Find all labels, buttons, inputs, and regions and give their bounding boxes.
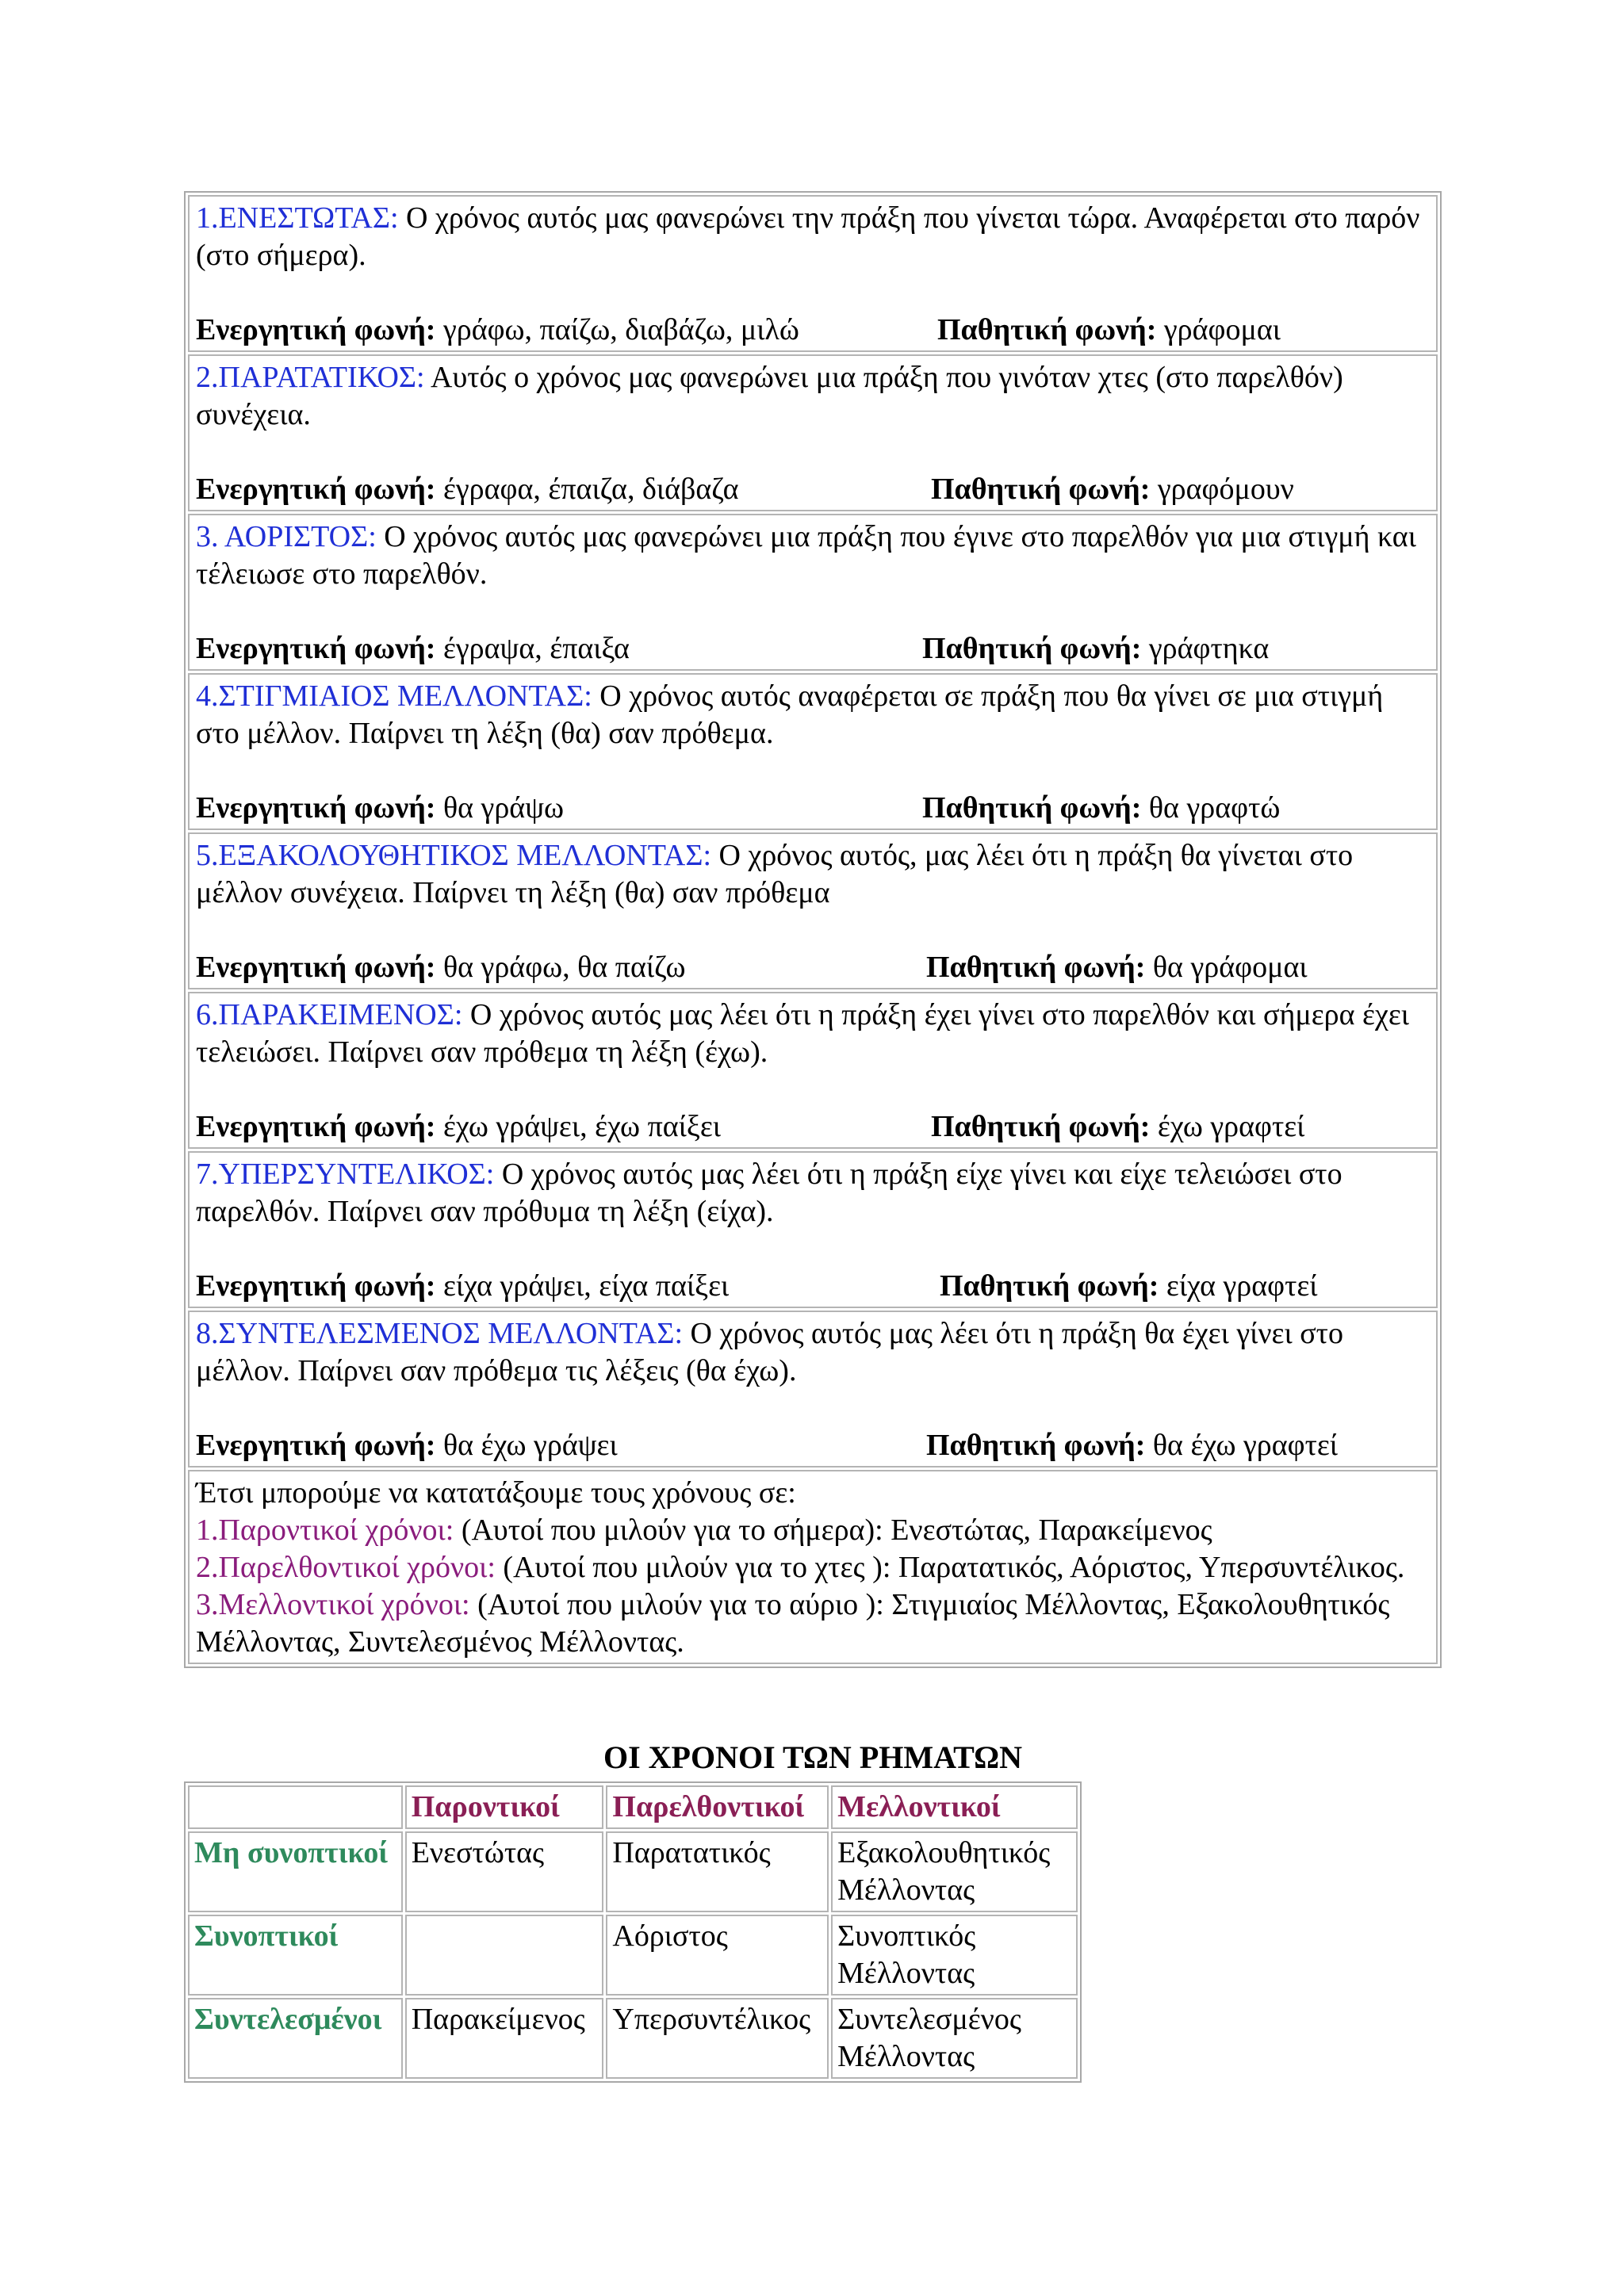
passive-voice-examples: θα γράφομαι xyxy=(1145,951,1308,984)
active-voice-label: Ενεργητική φωνή: xyxy=(196,313,436,346)
active-voice xyxy=(196,312,799,349)
table-cell: Υπερσυντέλικος xyxy=(606,1998,829,2079)
classification-label: 3.Μελλοντικοί χρόνοι: xyxy=(196,1588,470,1621)
active-voice xyxy=(196,949,685,986)
tense-definition xyxy=(196,519,1431,593)
passive-voice xyxy=(931,1108,1304,1146)
tense-name: 5.ΕΞΑΚΟΛΟΥΘΗΤΙΚΟΣ ΜΕΛΛΟΝΤΑΣ: xyxy=(196,839,712,872)
voice-row xyxy=(196,1108,1431,1146)
passive-voice-label: Παθητική φωνή: xyxy=(931,1110,1151,1143)
tense-description: Ο χρόνος αυτός αναφέρεται σε πράξη που θα γίνει σε μια στιγμή στο μέλλον. Παίρνει τη λέξη (θα) σαν πρόθεμα. xyxy=(196,679,1384,750)
active-voice xyxy=(196,1108,721,1146)
tense-description: Αυτός ο χρόνος μας φανερώνει μια πράξη που γινόταν χτες (στο παρελθόν) συνέχεια. xyxy=(196,361,1343,431)
tense-cell-exakolouthitikos-mellontas xyxy=(188,832,1438,989)
table-row xyxy=(188,354,1438,511)
passive-voice-label: Παθητική φωνή: xyxy=(937,313,1157,346)
tense-cell-stigmiaios-mellontas xyxy=(188,673,1438,830)
passive-voice-examples: θα έχω γραφτεί xyxy=(1145,1429,1339,1462)
passive-voice-examples: έχω γραφτεί xyxy=(1150,1110,1305,1143)
active-voice-examples: είχα γράψει, είχα παίξει xyxy=(435,1269,730,1303)
tense-description: Ο χρόνος αυτός, μας λέει ότι η πράξη θα γίνεται στο μέλλον συνέχεια. Παίρνει τη λέξη (θα) σαν πρόθεμα xyxy=(196,839,1354,909)
active-voice-examples: γράφω, παίζω, διαβάζω, μιλώ xyxy=(435,313,799,346)
tense-definition xyxy=(196,359,1431,434)
active-voice-examples: έχω γράψει, έχω παίξει xyxy=(435,1110,722,1143)
passive-voice-examples: θα γραφτώ xyxy=(1141,791,1281,825)
summary-title: ΟΙ ΧΡΟΝΟΙ ΤΩΝ ΡΗΜΑΤΩΝ xyxy=(603,1739,1022,1775)
table-row xyxy=(188,1311,1438,1468)
tense-cell-paratatikos xyxy=(188,354,1438,511)
active-voice xyxy=(196,471,739,508)
tense-name: 8.ΣΥΝΤΕΛΕΣΜΕΝΟΣ ΜΕΛΛΟΝΤΑΣ: xyxy=(196,1317,684,1350)
passive-voice-label: Παθητική φωνή: xyxy=(926,1429,1146,1462)
tense-name: 3. ΑΟΡΙΣΤΟΣ: xyxy=(196,520,377,553)
row-header: Συντελεσμένοι xyxy=(188,1998,403,2079)
voice-row xyxy=(196,790,1431,827)
tense-cell-aoristos xyxy=(188,514,1438,671)
active-voice xyxy=(196,1268,729,1305)
active-voice xyxy=(196,630,630,668)
passive-voice xyxy=(926,1427,1338,1464)
tense-cell-enestotas xyxy=(188,195,1438,352)
tense-cell-syntelesmenos-mellontas xyxy=(188,1311,1438,1468)
summary-table xyxy=(184,1781,1082,2083)
passive-voice xyxy=(931,471,1294,508)
voice-row xyxy=(196,471,1431,508)
tense-definition xyxy=(196,200,1431,274)
table-row xyxy=(188,1998,1078,2079)
passive-voice-examples: γράφομαι xyxy=(1156,313,1281,346)
table-row xyxy=(188,832,1438,989)
row-header: Μη συνοπτικοί xyxy=(188,1831,403,1912)
passive-voice-label: Παθητική φωνή: xyxy=(922,791,1142,825)
classification-item xyxy=(196,1512,1431,1549)
column-header: Παροντικοί xyxy=(405,1785,604,1829)
tense-definition xyxy=(196,1156,1431,1230)
active-voice-examples: έγραψα, έπαιξα xyxy=(435,632,630,665)
classification-label: 2.Παρελθοντικοί χρόνοι: xyxy=(196,1551,496,1584)
table-row xyxy=(188,673,1438,830)
tense-description: Ο χρόνος αυτός μας φανερώνει την πράξη που γίνεται τώρα. Αναφέρεται στο παρόν (στο σήμερα). xyxy=(196,201,1420,272)
tense-cell-ypersyntelikos xyxy=(188,1151,1438,1308)
tense-definition xyxy=(196,837,1431,912)
tense-definition xyxy=(196,1315,1431,1390)
tense-name: 7.ΥΠΕΡΣΥΝΤΕΛΙΚΟΣ: xyxy=(196,1158,495,1191)
table-row xyxy=(188,1831,1078,1912)
tense-table xyxy=(184,191,1442,1668)
classification-text: (Αυτοί που μιλούν για το σήμερα): Ενεστώτας, Παρακείμενος xyxy=(454,1513,1212,1547)
active-voice-examples: θα έχω γράψει xyxy=(435,1429,618,1462)
active-voice-examples: θα γράφω, θα παίζω xyxy=(435,951,686,984)
tense-description: Ο χρόνος αυτός μας λέει ότι η πράξη είχε γίνει και είχε τελειώσει στο παρελθόν. Παίρνει σαν πρόθυμα τη λέξη (είχα). xyxy=(196,1158,1342,1228)
passive-voice-label: Παθητική φωνή: xyxy=(940,1269,1159,1303)
tense-cell-parakeimenos xyxy=(188,992,1438,1149)
passive-voice-label: Παθητική φωνή: xyxy=(931,473,1151,506)
tense-description: Ο χρόνος αυτός μας φανερώνει μια πράξη που έγινε στο παρελθόν για μια στιγμή και τέλειωσε στο παρελθόν. xyxy=(196,520,1416,591)
passive-voice-examples: είχα γραφτεί xyxy=(1159,1269,1318,1303)
table-cell: Εξακολουθητικός Μέλλοντας xyxy=(831,1831,1078,1912)
voice-row xyxy=(196,1268,1431,1305)
table-cell: Αόριστος xyxy=(606,1915,829,1996)
passive-voice xyxy=(926,949,1308,986)
passive-voice xyxy=(922,790,1280,827)
voice-row xyxy=(196,312,1431,349)
table-row xyxy=(188,514,1438,671)
table-row xyxy=(188,1915,1078,1996)
table-cell: Παρατατικός xyxy=(606,1831,829,1912)
tense-name: 2.ΠΑΡΑΤΑΤΙΚΟΣ: xyxy=(196,361,425,394)
table-cell: Συντελεσμένος Μέλλοντας xyxy=(831,1998,1078,2079)
table-row xyxy=(188,195,1438,352)
active-voice xyxy=(196,1427,618,1464)
tense-name: 4.ΣΤΙΓΜΙΑΙΟΣ ΜΕΛΛΟΝΤΑΣ: xyxy=(196,679,592,713)
classification-label: 1.Παροντικοί χρόνοι: xyxy=(196,1513,454,1547)
active-voice-label: Ενεργητική φωνή: xyxy=(196,791,436,825)
passive-voice xyxy=(940,1268,1318,1305)
table-row xyxy=(188,1151,1438,1308)
active-voice-label: Ενεργητική φωνή: xyxy=(196,1429,436,1462)
voice-row xyxy=(196,949,1431,986)
passive-voice-examples: γραφόμουν xyxy=(1150,473,1294,506)
tense-name: 1.ΕΝΕΣΤΩΤΑΣ: xyxy=(196,201,399,235)
classification-item xyxy=(196,1586,1431,1661)
tense-description: Ο χρόνος αυτός μας λέει ότι η πράξη θα έχει γίνει στο μέλλον. Παίρνει σαν πρόθεμα τις λέξεις (θα έχω). xyxy=(196,1317,1343,1387)
active-voice-label: Ενεργητική φωνή: xyxy=(196,473,436,506)
column-header: Μελλοντικοί xyxy=(831,1785,1078,1829)
active-voice-label: Ενεργητική φωνή: xyxy=(196,951,436,984)
passive-voice-label: Παθητική φωνή: xyxy=(926,951,1146,984)
classification-item xyxy=(196,1549,1431,1586)
classification-text: (Αυτοί που μιλούν για το αύριο ): Στιγμιαίος Μέλλοντας, Εξακολουθητικός Μέλλοντας, Συντελεσμένος Μέλλοντας. xyxy=(196,1588,1390,1659)
active-voice xyxy=(196,790,564,827)
voice-row xyxy=(196,630,1431,668)
voice-row xyxy=(196,1427,1431,1464)
classification-intro: Έτσι μπορούμε να κατατάξουμε τους χρόνους σε: xyxy=(196,1476,796,1510)
passive-voice-examples: γράφτηκα xyxy=(1141,632,1270,665)
table-cell: Συνοπτικός Μέλλοντας xyxy=(831,1915,1078,1996)
active-voice-label: Ενεργητική φωνή: xyxy=(196,1110,436,1143)
table-cell: Παρακείμενος xyxy=(405,1998,604,2079)
column-header: Παρελθοντικοί xyxy=(606,1785,829,1829)
classification-text: (Αυτοί που μιλούν για το χτες ): Παρατατικός, Αόριστος, Υπερσυντέλικος. xyxy=(495,1551,1405,1584)
passive-voice xyxy=(937,312,1281,349)
table-cell xyxy=(405,1915,604,1996)
tense-definition xyxy=(196,997,1431,1071)
table-header-row xyxy=(188,1785,1078,1829)
tense-name: 6.ΠΑΡΑΚΕΙΜΕΝΟΣ: xyxy=(196,998,463,1031)
active-voice-examples: θα γράψω xyxy=(435,791,565,825)
passive-voice xyxy=(922,630,1269,668)
passive-voice-label: Παθητική φωνή: xyxy=(922,632,1142,665)
classification-cell xyxy=(188,1470,1438,1664)
row-header: Συνοπτικοί xyxy=(188,1915,403,1996)
table-row xyxy=(188,992,1438,1149)
active-voice-label: Ενεργητική φωνή: xyxy=(196,1269,436,1303)
table-row xyxy=(188,1470,1438,1664)
corner-cell xyxy=(188,1785,403,1829)
table-cell: Ενεστώτας xyxy=(405,1831,604,1912)
active-voice-label: Ενεργητική φωνή: xyxy=(196,632,436,665)
tense-description: Ο χρόνος αυτός μας λέει ότι η πράξη έχει γίνει στο παρελθόν και σήμερα έχει τελειώσει. Παίρνει σαν πρόθεμα τη λέξη (έχω). xyxy=(196,998,1410,1069)
active-voice-examples: έγραφα, έπαιζα, διάβαζα xyxy=(435,473,739,506)
tense-definition xyxy=(196,678,1431,752)
